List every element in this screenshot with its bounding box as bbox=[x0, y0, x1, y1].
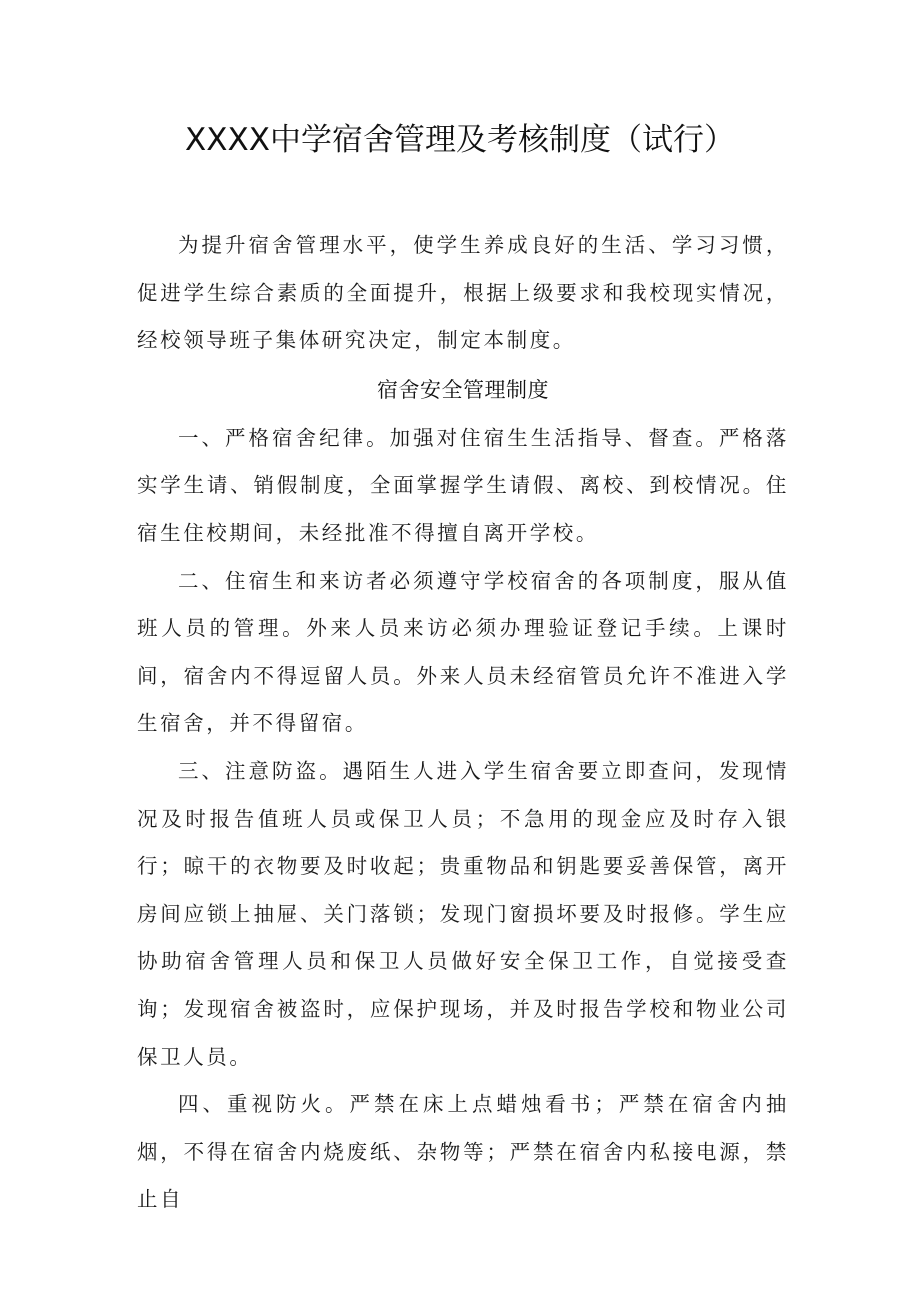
rule-paragraph-4: 四、重视防火。严禁在床上点蜡烛看书；严禁在宿舍内抽烟，不得在宿舍内烧废纸、杂物等；严禁在宿舍内私接电源，禁止自 bbox=[137, 1092, 789, 1212]
rule-paragraph-1: 一、严格宿舍纪律。加强对住宿生生活指导、督查。严格落实学生请、销假制度，全面掌握学生请假、离校、到校情况。住宿生住校期间，未经批准不得擅自离开学校。 bbox=[137, 425, 789, 545]
document-body bbox=[137, 222, 789, 1224]
document-title: XXXX中学宿舍管理及考核制度（试行） bbox=[185, 122, 735, 158]
rule-paragraph-3: 三、注意防盗。遇陌生人进入学生宿舍要立即查问，发现情况及时报告值班人员或保卫人员；不急用的现金应及时存入银行；晾干的衣物要及时收起；贵重物品和钥匙要妥善保管，离开房间应锁上抽屉、关门落锁；发现门窗损坏要及时报修。学生应协助宿舍管理人员和保卫人员做好安全保卫工作，自觉接受查询；发现宿舍被盗时，应保护现场，并及时报告学校和物业公司保卫人员。 bbox=[137, 758, 789, 1069]
intro-paragraph: 为提升宿舍管理水平，使学生养成良好的生活、学习习惯，促进学生综合素质的全面提升，根据上级要求和我校现实情况，经校领导班子集体研究决定，制定本制度。 bbox=[137, 233, 789, 353]
rule-paragraph-2: 二、住宿生和来访者必须遵守学校宿舍的各项制度，服从值班人员的管理。外来人员来访必须办理验证登记手续。上课时间，宿舍内不得逗留人员。外来人员未经宿管员允许不准进入学生宿舍，并不得留宿。 bbox=[137, 568, 789, 736]
section-heading: 宿舍安全管理制度 bbox=[377, 377, 549, 402]
